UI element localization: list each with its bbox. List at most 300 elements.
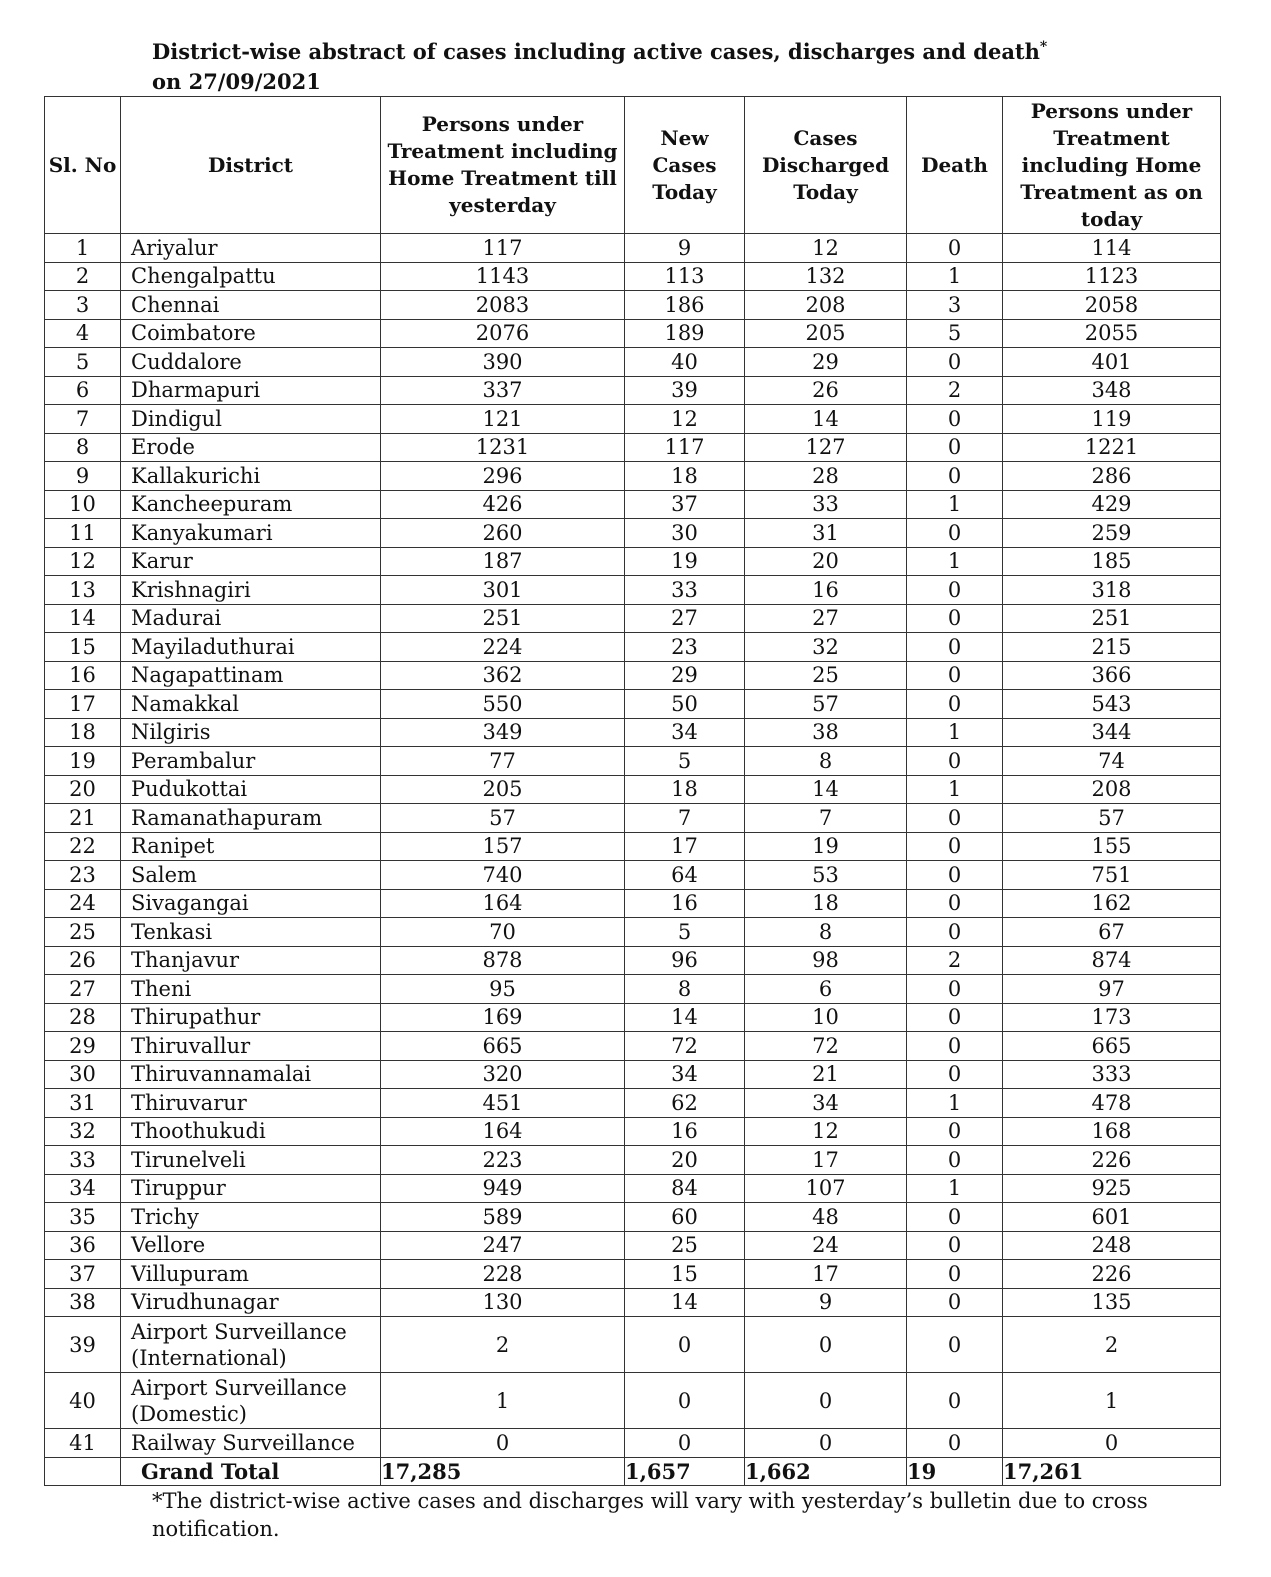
row-under-treatment-yesterday: 164 [381,889,625,918]
row-death: 0 [907,1429,1003,1458]
row-under-treatment-today: 429 [1003,490,1221,519]
row-district: Chennai [121,291,381,320]
table-row [45,1288,1221,1317]
row-under-treatment-today: 286 [1003,462,1221,491]
row-under-treatment-yesterday: 260 [381,519,625,548]
table-row [45,889,1221,918]
table-row [45,1089,1221,1118]
row-death: 0 [907,1373,1003,1429]
row-district: Krishnagiri [121,576,381,605]
row-under-treatment-today: 185 [1003,547,1221,576]
document-title [152,32,1202,97]
row-sl-no: 4 [45,319,121,348]
row-new-cases: 27 [625,604,745,633]
row-district: Ramanathapuram [121,804,381,833]
row-under-treatment-today: 248 [1003,1231,1221,1260]
row-discharged: 38 [745,718,907,747]
row-district: Vellore [121,1231,381,1260]
row-district: Tirunelveli [121,1146,381,1175]
row-discharged: 25 [745,661,907,690]
table-row [45,861,1221,890]
row-new-cases: 117 [625,433,745,462]
row-district: Chengalpattu [121,262,381,291]
row-sl-no: 5 [45,348,121,377]
row-under-treatment-today: 155 [1003,832,1221,861]
row-under-treatment-yesterday: 550 [381,690,625,719]
row-discharged: 132 [745,262,907,291]
table-header-row [45,97,1221,234]
row-sl-no: 35 [45,1203,121,1232]
row-new-cases: 50 [625,690,745,719]
table-row [45,804,1221,833]
row-death: 0 [907,661,1003,690]
row-discharged: 0 [745,1317,907,1373]
row-discharged: 48 [745,1203,907,1232]
row-under-treatment-yesterday: 296 [381,462,625,491]
table-row [45,604,1221,633]
row-new-cases: 37 [625,490,745,519]
row-new-cases: 72 [625,1032,745,1061]
row-under-treatment-yesterday: 740 [381,861,625,890]
table-row [45,319,1221,348]
total-sl [45,1457,121,1485]
table-row [45,405,1221,434]
table-row [45,1317,1221,1373]
row-death: 0 [907,1032,1003,1061]
table-row [45,1003,1221,1032]
table-row [45,661,1221,690]
row-new-cases: 14 [625,1288,745,1317]
row-district: Erode [121,433,381,462]
row-district: Ranipet [121,832,381,861]
row-sl-no: 9 [45,462,121,491]
row-under-treatment-yesterday: 349 [381,718,625,747]
table-row [45,1429,1221,1458]
row-under-treatment-today: 543 [1003,690,1221,719]
row-under-treatment-today: 2058 [1003,291,1221,320]
row-district: Thiruvannamalai [121,1060,381,1089]
row-district: Madurai [121,604,381,633]
row-under-treatment-today: 601 [1003,1203,1221,1232]
header-discharged: Cases Discharged Today [745,97,907,234]
table-row [45,234,1221,263]
row-sl-no: 13 [45,576,121,605]
row-discharged: 32 [745,633,907,662]
row-death: 1 [907,490,1003,519]
table-row [45,832,1221,861]
row-under-treatment-today: 2 [1003,1317,1221,1373]
row-sl-no: 12 [45,547,121,576]
row-discharged: 9 [745,1288,907,1317]
row-death: 0 [907,604,1003,633]
row-district: Pudukottai [121,775,381,804]
table-row [45,1117,1221,1146]
row-under-treatment-today: 57 [1003,804,1221,833]
row-death: 0 [907,975,1003,1004]
row-sl-no: 18 [45,718,121,747]
row-under-treatment-today: 318 [1003,576,1221,605]
row-new-cases: 18 [625,462,745,491]
row-discharged: 12 [745,234,907,263]
row-under-treatment-yesterday: 169 [381,1003,625,1032]
row-under-treatment-today: 215 [1003,633,1221,662]
row-new-cases: 23 [625,633,745,662]
table-row [45,1260,1221,1289]
table-row [45,1146,1221,1175]
table-row [45,975,1221,1004]
table-row [45,462,1221,491]
row-death: 0 [907,633,1003,662]
row-district: Airport Surveillance (International) [121,1317,381,1373]
row-under-treatment-today: 1 [1003,1373,1221,1429]
row-new-cases: 7 [625,804,745,833]
row-discharged: 57 [745,690,907,719]
row-death: 2 [907,946,1003,975]
row-sl-no: 11 [45,519,121,548]
row-district: Kancheepuram [121,490,381,519]
row-district: Villupuram [121,1260,381,1289]
row-new-cases: 25 [625,1231,745,1260]
row-under-treatment-yesterday: 878 [381,946,625,975]
row-new-cases: 0 [625,1373,745,1429]
row-discharged: 53 [745,861,907,890]
row-district: Theni [121,975,381,1004]
row-under-treatment-today: 114 [1003,234,1221,263]
row-district: Coimbatore [121,319,381,348]
row-new-cases: 96 [625,946,745,975]
table-body [45,234,1221,1458]
row-death: 0 [907,1317,1003,1373]
row-district: Namakkal [121,690,381,719]
row-under-treatment-today: 226 [1003,1260,1221,1289]
row-district: Thiruvallur [121,1032,381,1061]
row-under-treatment-today: 665 [1003,1032,1221,1061]
row-district: Thirupathur [121,1003,381,1032]
row-discharged: 16 [745,576,907,605]
row-death: 0 [907,348,1003,377]
row-under-treatment-yesterday: 224 [381,633,625,662]
row-new-cases: 113 [625,262,745,291]
row-district: Mayiladuthurai [121,633,381,662]
row-death: 0 [907,861,1003,890]
row-new-cases: 60 [625,1203,745,1232]
row-death: 0 [907,804,1003,833]
table-row [45,718,1221,747]
row-under-treatment-yesterday: 320 [381,1060,625,1089]
row-discharged: 27 [745,604,907,633]
row-sl-no: 41 [45,1429,121,1458]
row-under-treatment-today: 67 [1003,918,1221,947]
row-district: Ariyalur [121,234,381,263]
row-discharged: 31 [745,519,907,548]
header-new-cases: New Cases Today [625,97,745,234]
row-under-treatment-yesterday: 0 [381,1429,625,1458]
row-discharged: 127 [745,433,907,462]
row-district: Railway Surveillance [121,1429,381,1458]
row-under-treatment-yesterday: 301 [381,576,625,605]
row-death: 0 [907,832,1003,861]
table-row [45,490,1221,519]
row-sl-no: 30 [45,1060,121,1089]
row-district: Sivagangai [121,889,381,918]
row-sl-no: 33 [45,1146,121,1175]
grand-total-label: Grand Total [121,1457,381,1485]
total-under-treatment-today: 17,261 [1003,1457,1221,1485]
total-death: 19 [907,1457,1003,1485]
row-discharged: 26 [745,376,907,405]
row-under-treatment-yesterday: 2083 [381,291,625,320]
row-death: 0 [907,433,1003,462]
row-sl-no: 29 [45,1032,121,1061]
row-new-cases: 30 [625,519,745,548]
row-discharged: 29 [745,348,907,377]
table-row [45,1373,1221,1429]
table-row [45,291,1221,320]
row-discharged: 10 [745,1003,907,1032]
table-row [45,576,1221,605]
row-sl-no: 32 [45,1117,121,1146]
title-line-1: District-wise abstract of cases including active cases, discharges and death [152,39,1040,64]
row-death: 1 [907,1174,1003,1203]
row-district: Karur [121,547,381,576]
row-under-treatment-today: 344 [1003,718,1221,747]
row-new-cases: 34 [625,718,745,747]
row-discharged: 20 [745,547,907,576]
row-discharged: 21 [745,1060,907,1089]
row-district: Dindigul [121,405,381,434]
row-under-treatment-yesterday: 337 [381,376,625,405]
row-death: 0 [907,889,1003,918]
row-death: 0 [907,1060,1003,1089]
row-sl-no: 21 [45,804,121,833]
row-district: Virudhunagar [121,1288,381,1317]
row-discharged: 7 [745,804,907,833]
row-under-treatment-yesterday: 665 [381,1032,625,1061]
row-death: 0 [907,918,1003,947]
row-under-treatment-yesterday: 426 [381,490,625,519]
row-discharged: 17 [745,1146,907,1175]
row-death: 1 [907,1089,1003,1118]
row-new-cases: 9 [625,234,745,263]
row-sl-no: 28 [45,1003,121,1032]
row-discharged: 98 [745,946,907,975]
row-sl-no: 25 [45,918,121,947]
header-under-treatment-yesterday: Persons under Treatment including Home Treatment till yesterday [381,97,625,234]
row-discharged: 14 [745,405,907,434]
row-new-cases: 64 [625,861,745,890]
row-death: 0 [907,519,1003,548]
row-discharged: 6 [745,975,907,1004]
row-under-treatment-yesterday: 117 [381,234,625,263]
row-district: Kanyakumari [121,519,381,548]
row-new-cases: 39 [625,376,745,405]
row-under-treatment-today: 2055 [1003,319,1221,348]
row-sl-no: 31 [45,1089,121,1118]
row-under-treatment-today: 1221 [1003,433,1221,462]
row-discharged: 24 [745,1231,907,1260]
footnote: *The district-wise active cases and discharges will vary with yesterday’s bulletin due to cross notification. [152,1489,1148,1541]
table-row [45,1032,1221,1061]
table-row [45,519,1221,548]
row-sl-no: 20 [45,775,121,804]
row-under-treatment-yesterday: 77 [381,747,625,776]
row-sl-no: 10 [45,490,121,519]
row-under-treatment-today: 208 [1003,775,1221,804]
row-new-cases: 189 [625,319,745,348]
row-sl-no: 38 [45,1288,121,1317]
table-row [45,747,1221,776]
row-under-treatment-yesterday: 247 [381,1231,625,1260]
row-sl-no: 2 [45,262,121,291]
row-sl-no: 16 [45,661,121,690]
row-under-treatment-today: 333 [1003,1060,1221,1089]
row-under-treatment-yesterday: 251 [381,604,625,633]
row-death: 5 [907,319,1003,348]
row-new-cases: 62 [625,1089,745,1118]
total-new-cases: 1,657 [625,1457,745,1485]
row-death: 0 [907,1146,1003,1175]
row-discharged: 18 [745,889,907,918]
title-line-2: on 27/09/2021 [152,69,321,94]
row-new-cases: 20 [625,1146,745,1175]
row-under-treatment-yesterday: 228 [381,1260,625,1289]
row-sl-no: 3 [45,291,121,320]
table-row [45,633,1221,662]
row-new-cases: 40 [625,348,745,377]
row-under-treatment-today: 478 [1003,1089,1221,1118]
row-death: 0 [907,1003,1003,1032]
row-discharged: 12 [745,1117,907,1146]
row-district: Cuddalore [121,348,381,377]
row-district: Perambalur [121,747,381,776]
row-under-treatment-today: 119 [1003,405,1221,434]
row-death: 1 [907,547,1003,576]
table-row [45,775,1221,804]
table-row [45,376,1221,405]
row-sl-no: 27 [45,975,121,1004]
row-new-cases: 186 [625,291,745,320]
table-row [45,1231,1221,1260]
row-new-cases: 84 [625,1174,745,1203]
row-new-cases: 16 [625,889,745,918]
row-death: 1 [907,262,1003,291]
row-under-treatment-yesterday: 1143 [381,262,625,291]
row-discharged: 34 [745,1089,907,1118]
row-under-treatment-yesterday: 223 [381,1146,625,1175]
row-under-treatment-yesterday: 451 [381,1089,625,1118]
row-new-cases: 16 [625,1117,745,1146]
row-death: 0 [907,234,1003,263]
table-row [45,547,1221,576]
row-district: Airport Surveillance (Domestic) [121,1373,381,1429]
row-death: 0 [907,576,1003,605]
row-death: 3 [907,291,1003,320]
table-row [45,1203,1221,1232]
row-sl-no: 39 [45,1317,121,1373]
row-death: 2 [907,376,1003,405]
row-sl-no: 19 [45,747,121,776]
row-sl-no: 17 [45,690,121,719]
row-under-treatment-yesterday: 589 [381,1203,625,1232]
row-district: Thoothukudi [121,1117,381,1146]
row-under-treatment-yesterday: 57 [381,804,625,833]
header-under-treatment-today: Persons under Treatment including Home Treatment as on today [1003,97,1221,234]
row-district: Thiruvarur [121,1089,381,1118]
row-district: Tenkasi [121,918,381,947]
row-discharged: 8 [745,918,907,947]
row-new-cases: 17 [625,832,745,861]
row-under-treatment-yesterday: 1231 [381,433,625,462]
row-new-cases: 29 [625,661,745,690]
table-row [45,348,1221,377]
row-under-treatment-today: 74 [1003,747,1221,776]
row-sl-no: 23 [45,861,121,890]
row-new-cases: 5 [625,918,745,947]
total-discharged: 1,662 [745,1457,907,1485]
row-new-cases: 18 [625,775,745,804]
row-sl-no: 8 [45,433,121,462]
row-under-treatment-yesterday: 70 [381,918,625,947]
row-under-treatment-today: 173 [1003,1003,1221,1032]
table-row [45,946,1221,975]
row-sl-no: 14 [45,604,121,633]
row-new-cases: 34 [625,1060,745,1089]
row-under-treatment-today: 135 [1003,1288,1221,1317]
row-district: Nilgiris [121,718,381,747]
row-discharged: 14 [745,775,907,804]
row-under-treatment-yesterday: 2 [381,1317,625,1373]
header-district: District [121,97,381,234]
row-death: 0 [907,1203,1003,1232]
title-asterisk: * [1039,39,1048,55]
row-under-treatment-yesterday: 205 [381,775,625,804]
row-under-treatment-yesterday: 949 [381,1174,625,1203]
row-death: 0 [907,1117,1003,1146]
row-discharged: 208 [745,291,907,320]
grand-total-row [45,1457,1221,1485]
row-under-treatment-today: 348 [1003,376,1221,405]
row-sl-no: 40 [45,1373,121,1429]
row-death: 1 [907,775,1003,804]
row-death: 0 [907,1288,1003,1317]
row-discharged: 107 [745,1174,907,1203]
row-sl-no: 36 [45,1231,121,1260]
row-new-cases: 14 [625,1003,745,1032]
row-new-cases: 0 [625,1317,745,1373]
row-district: Salem [121,861,381,890]
row-discharged: 0 [745,1373,907,1429]
row-sl-no: 37 [45,1260,121,1289]
row-under-treatment-yesterday: 390 [381,348,625,377]
district-cases-table [44,96,1221,1486]
row-under-treatment-today: 401 [1003,348,1221,377]
row-new-cases: 0 [625,1429,745,1458]
row-under-treatment-yesterday: 130 [381,1288,625,1317]
row-under-treatment-today: 366 [1003,661,1221,690]
row-sl-no: 34 [45,1174,121,1203]
table-row [45,433,1221,462]
table-row [45,918,1221,947]
header-death: Death [907,97,1003,234]
row-new-cases: 33 [625,576,745,605]
row-under-treatment-today: 97 [1003,975,1221,1004]
row-death: 0 [907,690,1003,719]
row-under-treatment-yesterday: 2076 [381,319,625,348]
row-discharged: 17 [745,1260,907,1289]
row-under-treatment-today: 259 [1003,519,1221,548]
row-under-treatment-yesterday: 95 [381,975,625,1004]
row-new-cases: 12 [625,405,745,434]
